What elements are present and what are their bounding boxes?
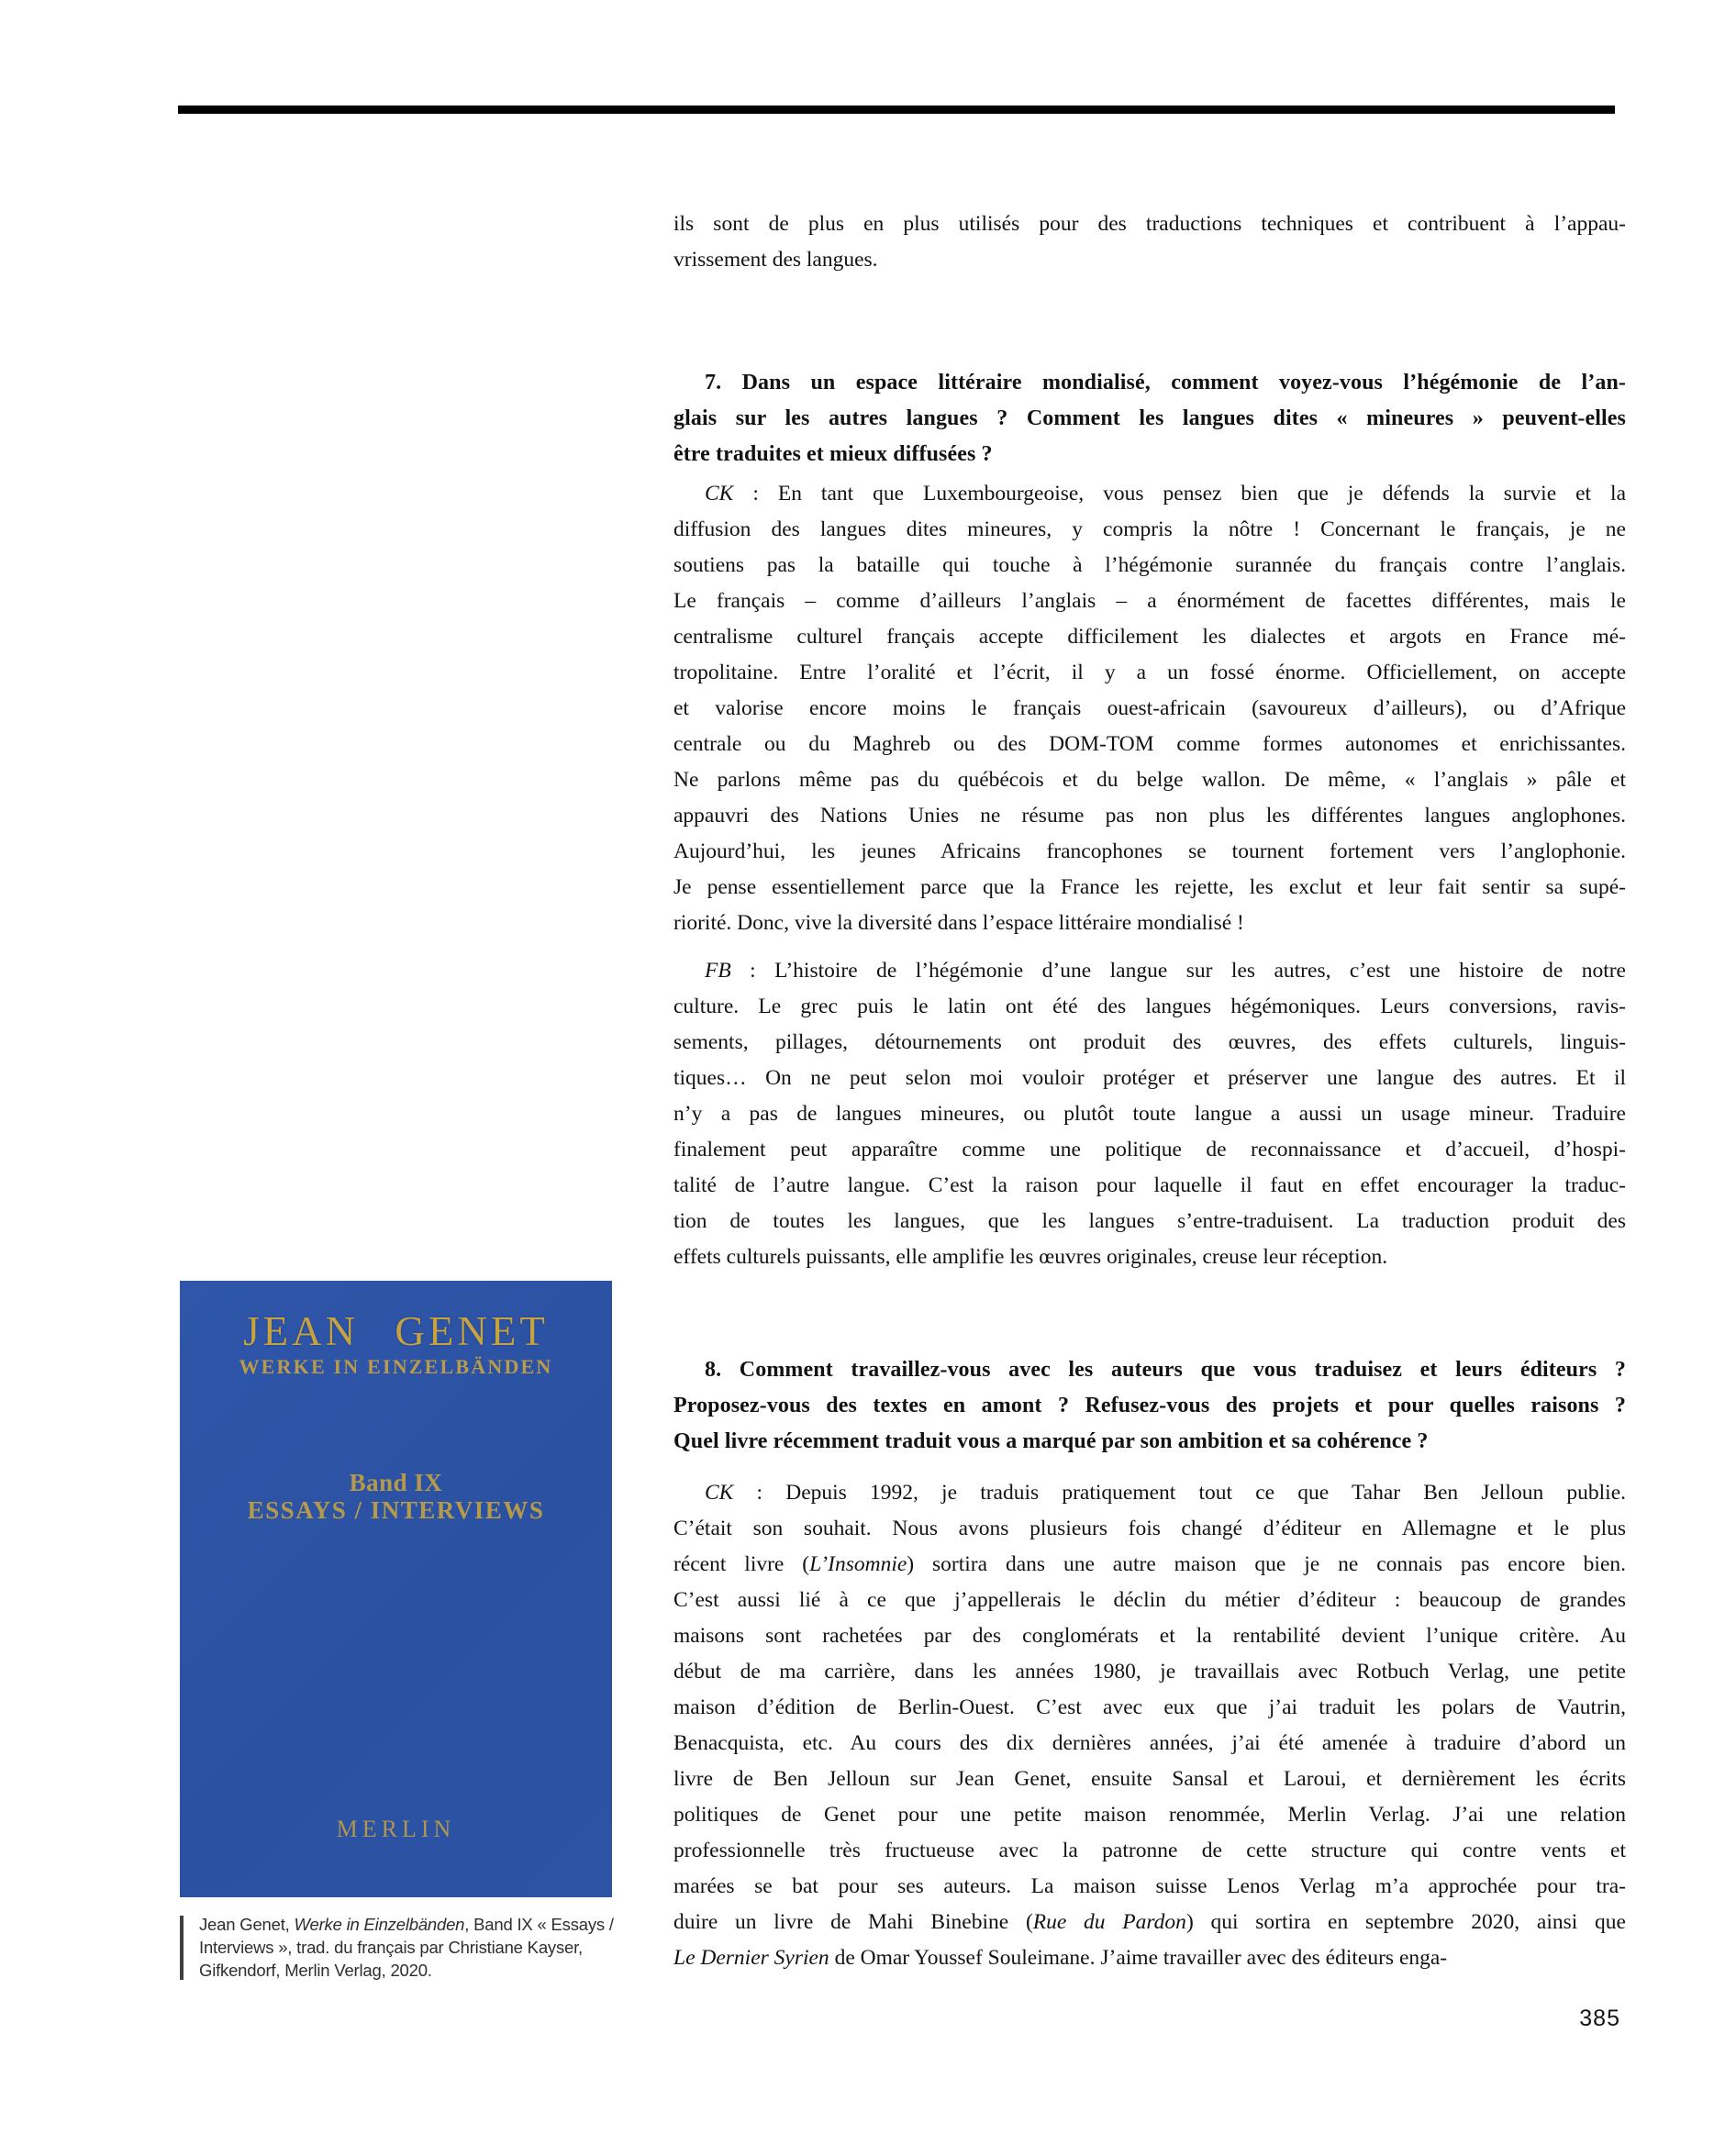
text-line: culture. Le grec puis le latin ont été des langues hégémoniques. Leurs conversions, ravis-: [673, 995, 1626, 1018]
text-line: FB : L’histoire de l’hégémonie d’une langue sur les autres, c’est une histoire de notre: [705, 959, 1626, 983]
answer-fb-q7: [673, 953, 1626, 1275]
question-7-heading: [673, 365, 1626, 472]
text-line: vrissement des langues.: [673, 248, 878, 272]
text-line: CK : Depuis 1992, je traduis pratiquement tout ce que Tahar Ben Jelloun publie.: [705, 1481, 1626, 1505]
text-line: Quel livre récemment traduit vous a marqué par son ambition et sa cohérence ?: [673, 1429, 1429, 1453]
text-line: soutiens pas la bataille qui touche à l’hégémonie surannée du français contre l’anglais.: [673, 553, 1626, 577]
caption-rule: [180, 1916, 184, 1980]
text-line: glais sur les autres langues ? Comment les langues dites « mineures » peuvent-elles: [673, 406, 1626, 430]
cover-volume-subtitle: ESSAYS / INTERVIEWS: [247, 1496, 545, 1524]
text-line: Gifkendorf, Merlin Verlag, 2020.: [199, 1961, 432, 1980]
figure-caption: [199, 1913, 630, 1982]
text-line: tropolitaine. Entre l’oralité et l’écrit, il y a un fossé énorme. Officiellement, on accepte: [673, 661, 1626, 684]
text-line: tion de toutes les langues, que les langues s’entre-traduisent. La traduction produit des: [673, 1209, 1626, 1233]
text-column: [673, 0, 1626, 2156]
text-line: C’était son souhait. Nous avons plusieurs fois changé d’éditeur en Allemagne et le plus: [673, 1517, 1626, 1540]
text-line: C’est aussi lié à ce que j’appellerais le déclin du métier d’éditeur : beaucoup de grandes: [673, 1588, 1626, 1612]
text-line: ils sont de plus en plus utilisés pour des traductions techniques et contribuent à l’appau-: [673, 212, 1626, 236]
text-line: Ne parlons même pas du québécois et du belge wallon. De même, « l’anglais » pâle et: [673, 768, 1626, 792]
text-line: CK : En tant que Luxembourgeoise, vous pensez bien que je défends la survie et la: [705, 482, 1626, 506]
text-line: effets culturels puissants, elle amplifie les œuvres originales, creuse leur réception.: [673, 1245, 1388, 1269]
text-line: Benacquista, etc. Au cours des dix dernières années, j’ai été amenée à traduire d’abord un: [673, 1731, 1626, 1755]
cover-series-title: WERKE IN EINZELBÄNDEN: [239, 1355, 553, 1378]
text-line: maison d’édition de Berlin-Ouest. C’est avec eux que j’ai traduit les polars de Vautrin,: [673, 1695, 1626, 1719]
cover-publisher-name: MERLIN: [336, 1816, 456, 1842]
text-line: 7. Dans un espace littéraire mondialisé, comment voyez-vous l’hégémonie de l’an-: [705, 371, 1626, 395]
text-line: politiques de Genet pour une petite maison renommée, Merlin Verlag. J’ai une relation: [673, 1803, 1626, 1827]
book-cover-image: [180, 1281, 612, 1897]
paragraph-continuation: [673, 206, 1626, 278]
question-8-heading: [673, 1352, 1626, 1460]
text-line: Jean Genet, Werke in Einzelbänden, Band IX « Essays /: [199, 1915, 614, 1934]
text-line: Le français – comme d’ailleurs l’anglais – a énormément de facettes différentes, mais le: [673, 589, 1626, 613]
cover-volume-label: Band IX: [349, 1469, 443, 1496]
text-line: appauvri des Nations Unies ne résume pas non plus les différentes langues anglophones.: [673, 804, 1626, 828]
text-line: centrale ou du Maghreb ou des DOM-TOM comme formes autonomes et enrichissantes.: [673, 732, 1626, 756]
text-line: livre de Ben Jelloun sur Jean Genet, ensuite Sansal et Laroui, et dernièrement les écrits: [673, 1767, 1626, 1791]
answer-ck-q8: [673, 1475, 1626, 1976]
text-line: récent livre (L’Insomnie) sortira dans une autre maison que je ne connais pas encore bien.: [673, 1552, 1626, 1576]
answer-ck-q7: [673, 476, 1626, 941]
text-line: finalement peut apparaître comme une politique de reconnaissance et d’accueil, d’hospi-: [673, 1138, 1626, 1161]
text-line: duire un livre de Mahi Binebine (Rue du Pardon) qui sortira en septembre 2020, ainsi que: [673, 1910, 1626, 1934]
text-line: sements, pillages, détournements ont produit des œuvres, des effets culturels, linguis-: [673, 1030, 1626, 1054]
text-line: être traduites et mieux diffusées ?: [673, 442, 993, 466]
text-line: n’y a pas de langues mineures, ou plutôt toute langue a aussi un usage mineur. Traduire: [673, 1102, 1626, 1126]
cover-author-title: JEAN GENET: [243, 1308, 549, 1354]
text-line: marées se bat pour ses auteurs. La maison suisse Lenos Verlag m’a approchée pour tra-: [673, 1874, 1626, 1898]
text-line: Le Dernier Syrien de Omar Youssef Souleimane. J’aime travailler avec des éditeurs enga-: [673, 1946, 1448, 1970]
text-line: Je pense essentiellement parce que la France les rejette, les exclut et leur fait sentir sa supé-: [673, 875, 1626, 899]
text-line: Interviews », trad. du français par Christiane Kayser,: [199, 1938, 583, 1957]
text-line: Aujourd’hui, les jeunes Africains francophones se tournent fortement vers l’anglophonie.: [673, 839, 1626, 863]
page-number: 385: [1579, 2006, 1620, 2031]
text-line: début de ma carrière, dans les années 1980, je travaillais avec Rotbuch Verlag, une petite: [673, 1660, 1626, 1684]
text-line: diffusion des langues dites mineures, y compris la nôtre ! Concernant le français, je ne: [673, 517, 1626, 541]
text-line: 8. Comment travaillez-vous avec les auteurs que vous traduisez et leurs éditeurs ?: [705, 1358, 1626, 1382]
text-line: riorité. Donc, vive la diversité dans l’espace littéraire mondialisé !: [673, 911, 1244, 935]
text-line: centralisme culturel français accepte difficilement les dialectes et argots en France mé-: [673, 625, 1626, 649]
text-line: et valorise encore moins le français ouest-africain (savoureux d’ailleurs), ou d’Afrique: [673, 696, 1626, 720]
text-line: Proposez-vous des textes en amont ? Refusez-vous des projets et pour quelles raisons ?: [673, 1394, 1626, 1417]
text-line: professionnelle très fructueuse avec la patronne de cette structure qui contre vents et: [673, 1839, 1626, 1862]
text-line: maisons sont rachetées par des conglomérats et la rentabilité devient l’unique critère. Au: [673, 1624, 1626, 1648]
text-line: tiques… On ne peut selon moi vouloir protéger et préserver une langue des autres. Et il: [673, 1066, 1626, 1090]
text-line: talité de l’autre langue. C’est la raison pour laquelle il faut en effet encourager la traduc-: [673, 1173, 1626, 1197]
